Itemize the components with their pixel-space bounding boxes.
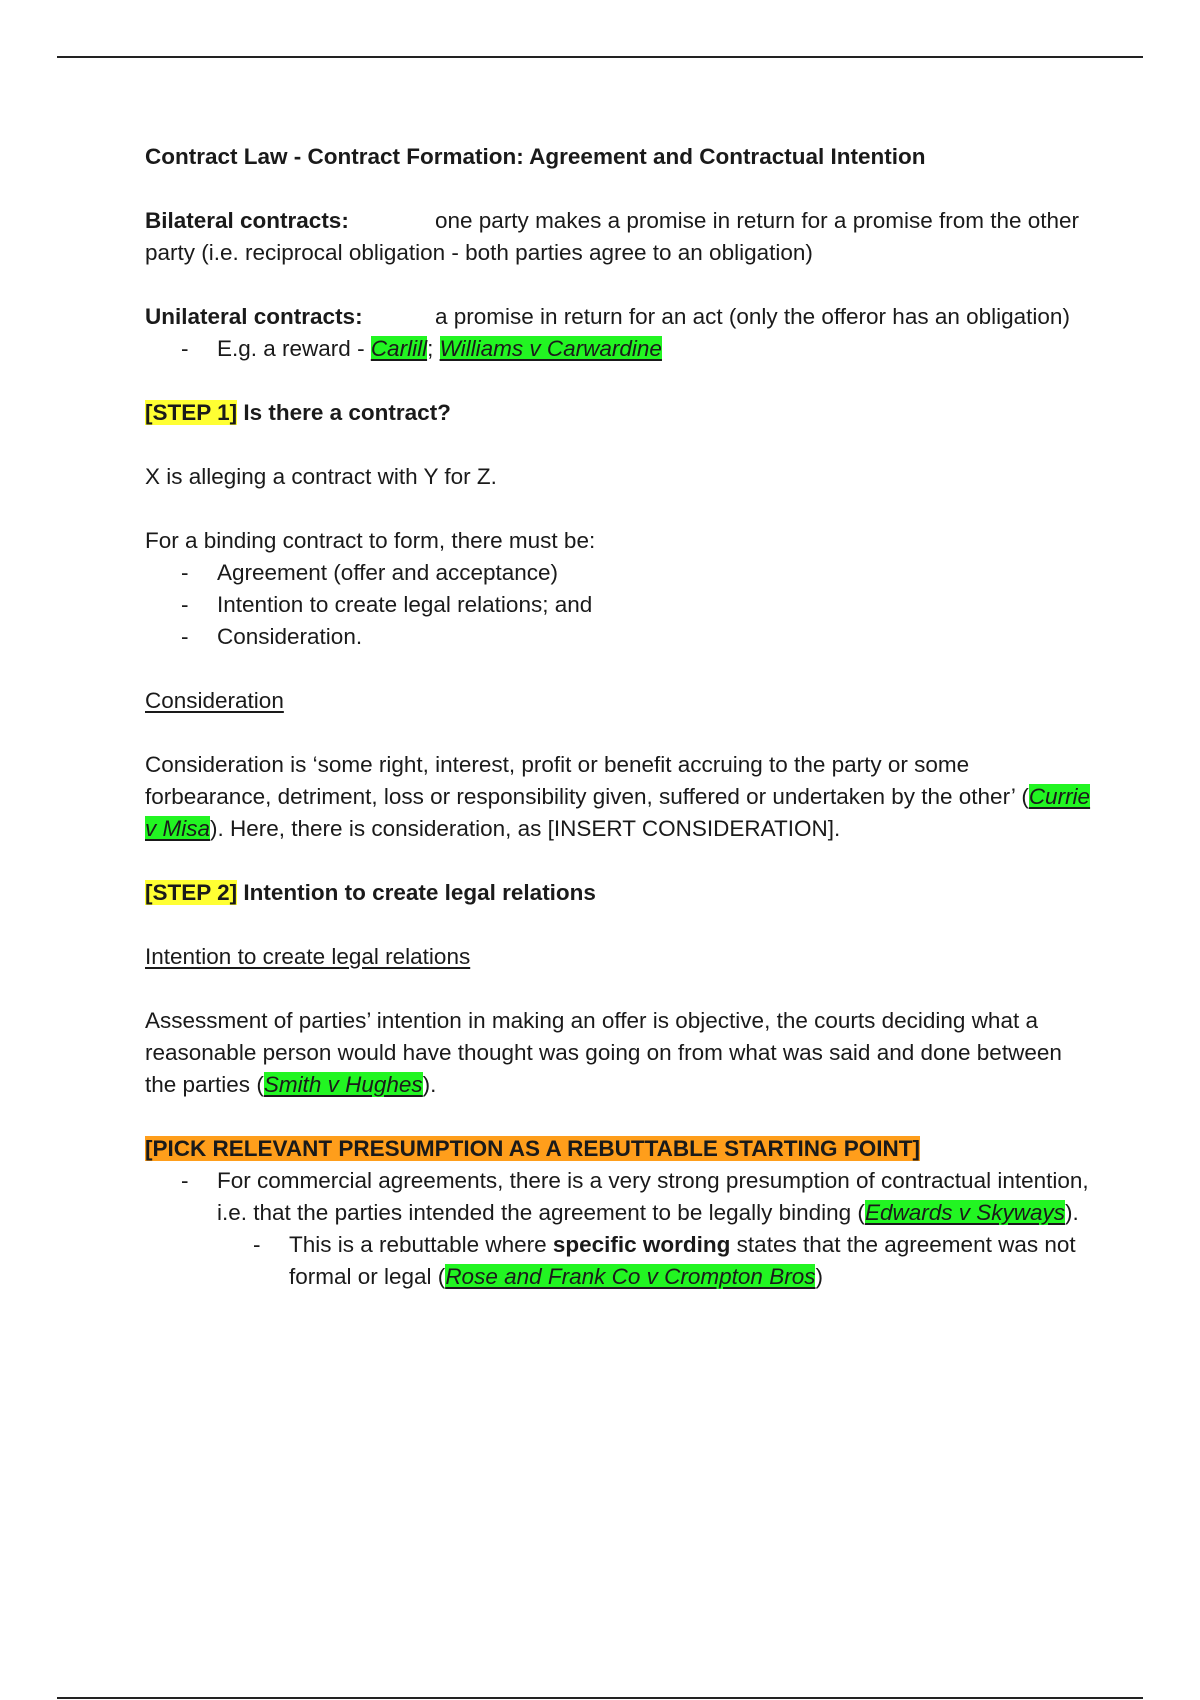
consideration-heading: Consideration: [145, 688, 284, 713]
list-item: [145, 1165, 1095, 1229]
unilateral-text: a promise in return for an act (only the offeror has an obligation): [435, 304, 1070, 329]
list-item: - Consideration.: [145, 621, 1095, 653]
intention-paragraph: [145, 1005, 1095, 1101]
intention-text-end: ).: [422, 1072, 437, 1097]
consideration-text-start: Consideration is ‘some right, interest, profit or benefit accruing to the party or some forbearance, detriment, loss or responsibility given, suffered or undertaken by the other’ (: [145, 752, 1029, 809]
rebuttal-bold: specific wording: [552, 1232, 731, 1257]
unilateral-example-list: [145, 333, 1095, 365]
requirements-list: [145, 557, 1095, 653]
bilateral-term: Bilateral contracts:: [145, 208, 349, 233]
document-title: Contract Law - Contract Formation: Agreement and Contractual Intention: [145, 144, 926, 169]
unilateral-definition: [145, 301, 1095, 333]
step2-tag: [STEP 2]: [145, 880, 238, 905]
rebuttal-text-end: ): [815, 1264, 823, 1289]
intention-heading: Intention to create legal relations: [145, 944, 471, 969]
rebuttal-text-mid: states that the agreement was not formal or legal (: [289, 1232, 1076, 1289]
case-currie: Currie v Misa: [145, 784, 1091, 841]
case-rose-frank: Rose and Frank Co v Crompton Bros: [445, 1264, 816, 1289]
step1-tag: [STEP 1]: [145, 400, 238, 425]
document-body: [145, 141, 1095, 1293]
presumption-list: [145, 1165, 1095, 1229]
list-item: [145, 1229, 1095, 1293]
example-prefix: E.g. a reward -: [217, 336, 371, 361]
bottom-rule: [57, 1697, 1143, 1699]
requirements-intro: For a binding contract to form, there must be:: [145, 528, 596, 553]
list-item: - Agreement (offer and acceptance): [145, 557, 1095, 589]
unilateral-term: Unilateral contracts:: [145, 304, 363, 329]
step2-text: Intention to create legal relations: [237, 880, 596, 905]
pick-presumption-text: [PICK RELEVANT PRESUMPTION AS A REBUTTABLE STARTING POINT]: [145, 1136, 920, 1161]
case-edwards: Edwards v Skyways: [864, 1200, 1065, 1225]
case-smith: Smith v Hughes: [263, 1072, 423, 1097]
unilateral-example: [145, 333, 1095, 365]
allegation-text: X is alleging a contract with Y for Z.: [145, 464, 497, 489]
step1-text: Is there a contract?: [237, 400, 451, 425]
rebuttal-list: [145, 1229, 1095, 1293]
consideration-text-end: ). Here, there is consideration, as [INSERT CONSIDERATION].: [210, 816, 841, 841]
rebuttal-text-start: This is a rebuttable where: [289, 1232, 553, 1257]
commercial-text-end: ).: [1065, 1200, 1079, 1225]
case-carlill: Carlill: [370, 336, 428, 361]
consideration-paragraph: [145, 749, 1095, 845]
list-item: - Intention to create legal relations; and: [145, 589, 1095, 621]
step2-heading: [145, 877, 1095, 909]
intention-text-start: Assessment of parties’ intention in making an offer is objective, the courts deciding what a reasonable person would have thought was going on from what was said and done between the parties (: [145, 1008, 1062, 1097]
commercial-text-start: For commercial agreements, there is a very strong presumption of contractual intention, i.e. that the parties intended the agreement to be legally binding (: [217, 1168, 1089, 1225]
case-separator: ;: [427, 336, 440, 361]
case-williams: Williams v Carwardine: [439, 336, 662, 361]
bilateral-definition: [145, 205, 1095, 269]
bilateral-text: one party makes a promise in return for a promise from the other party (i.e. reciprocal obligation - both parties agree to an obligation): [145, 208, 1080, 265]
pick-presumption-banner: [145, 1133, 1095, 1165]
top-rule: [57, 56, 1143, 58]
step1-heading: [145, 397, 1095, 429]
